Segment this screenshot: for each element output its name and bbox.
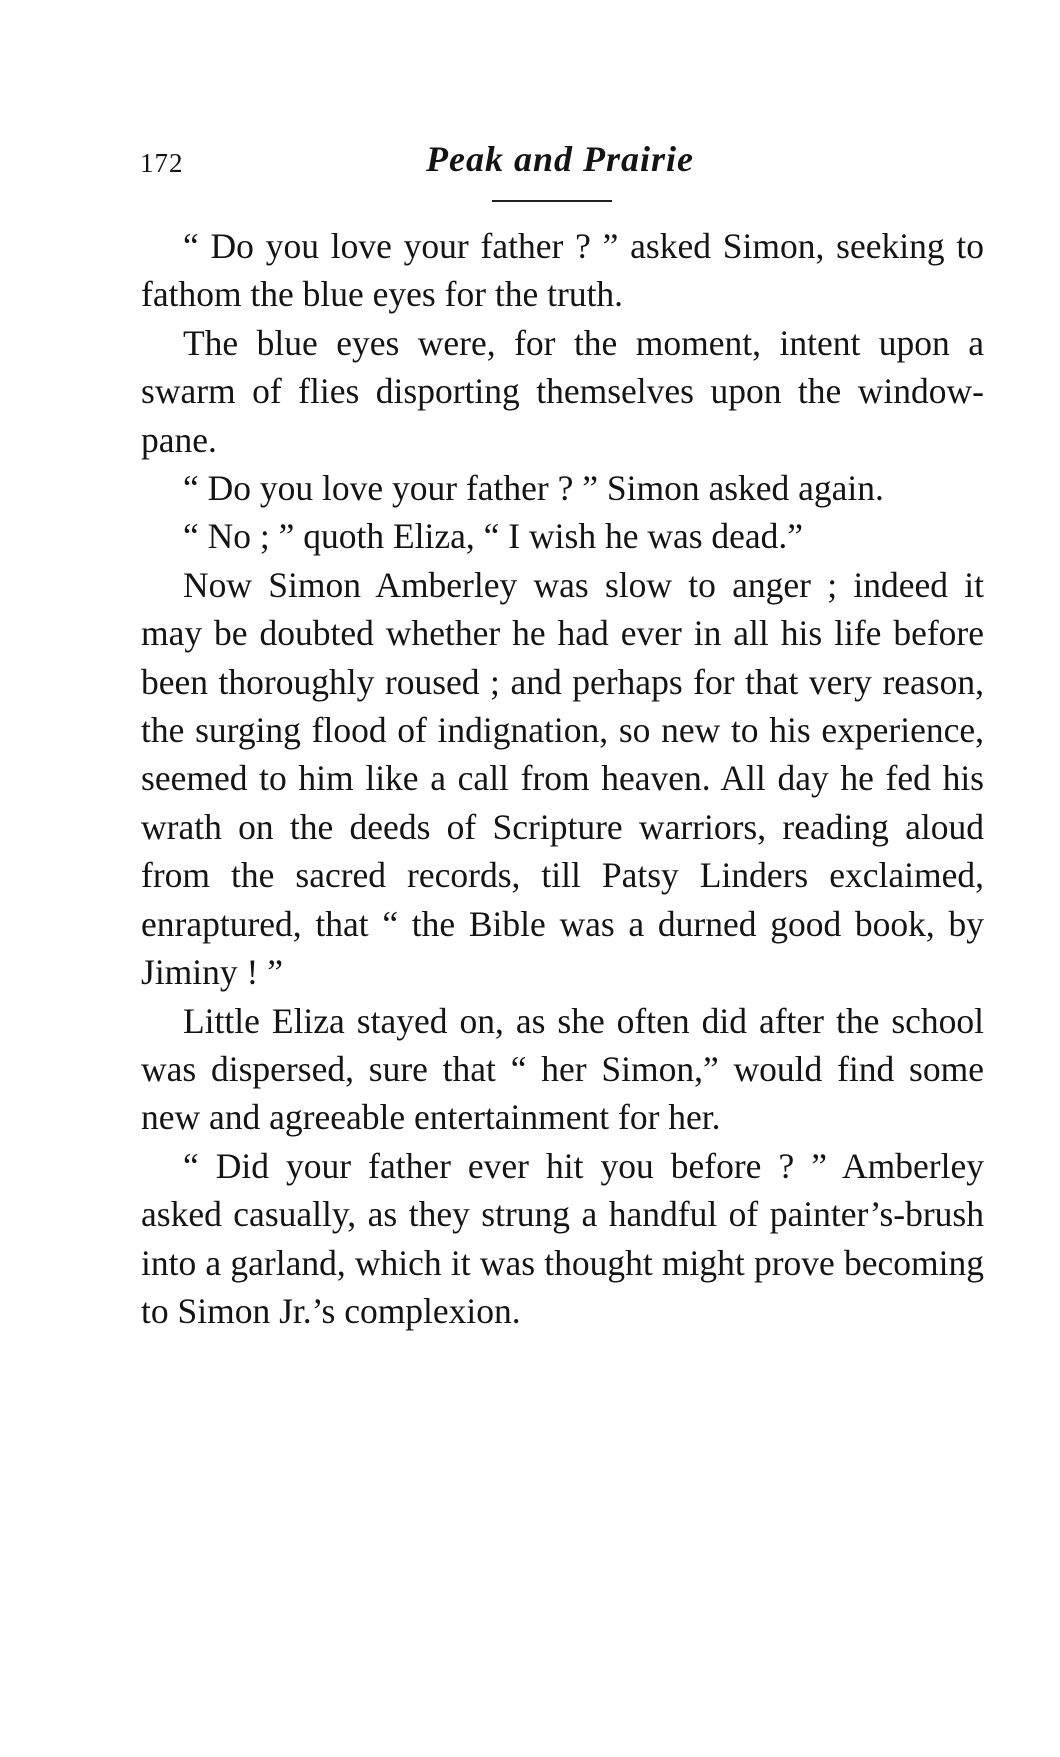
- paragraph: The blue eyes were, for the moment, intent upon a swarm of flies disporting themselves upon the window-pane.: [141, 322, 984, 460]
- running-title: Peak and Prairie: [426, 139, 694, 179]
- paragraph: Now Simon Amberley was slow to anger ; indeed it may be doubted whether he had ever in all his life before been thoroughly roused ; and perhaps for that very reason, the surging flood of indignation, so new to his experience, seemed to him like a call from heaven. All day he fed his wrath on the deeds of Scripture warriors, reading aloud from the sacred records, till Patsy Linders exclaimed, enraptured, that “ the Bible was a durned good book, by Jiminy ! ”: [141, 564, 984, 993]
- paragraph: “ No ; ” quoth Eliza, “ I wish he was dead.”: [183, 516, 804, 557]
- header-divider: [492, 200, 612, 202]
- paragraph: “ Do you love your father ? ” Simon asked again.: [183, 468, 884, 509]
- paragraph: Little Eliza stayed on, as she often did after the school was dispersed, sure that “ her Simon,” would find some new and agreeable entertainment for her.: [141, 1000, 984, 1138]
- page-header: [140, 138, 980, 188]
- paragraph: “ Did your father ever hit you before ? ” Amberley asked casually, as they strung a handful of painter’s-brush into a garland, which it was thought might prove becoming to Simon Jr.’s complexion.: [141, 1145, 984, 1331]
- paragraph: “ Do you love your father ? ” asked Simon, seeking to fathom the blue eyes for the truth.: [141, 226, 984, 315]
- page-number: 172: [140, 148, 184, 178]
- body-text: [141, 222, 984, 1335]
